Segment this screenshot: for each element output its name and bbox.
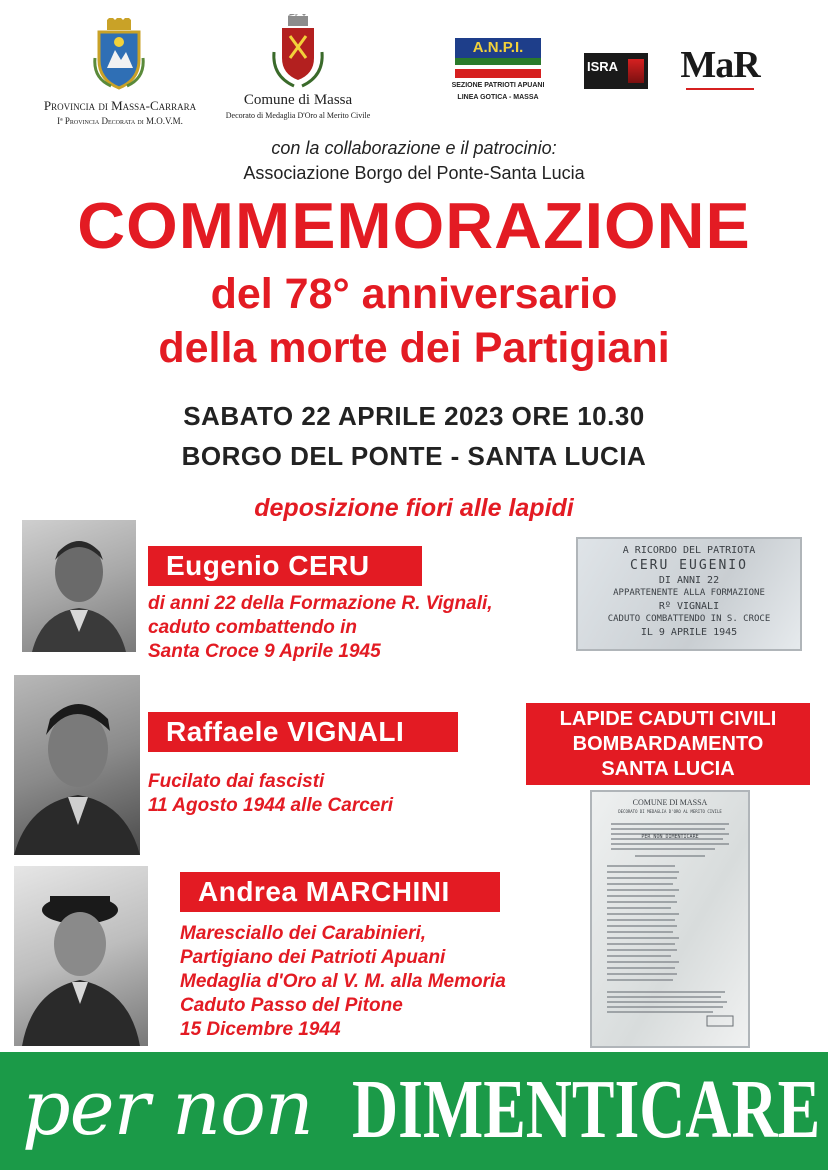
isra-accent-icon: [628, 59, 644, 83]
plaque-header: COMUNE DI MASSA: [632, 798, 708, 807]
desc-line: Medaglia d'Oro al V. M. alla Memoria: [180, 971, 506, 992]
portrait-icon: [14, 675, 140, 855]
plaque-line: CERU EUGENIO: [630, 558, 748, 573]
name-eugenio-ceru: Eugenio CERU: [148, 546, 422, 586]
logo-mar: [680, 44, 760, 98]
plaque-line: A RICORDO DEL PATRIOTA: [622, 545, 756, 556]
footer-banner: [0, 1052, 828, 1170]
provincia-crest-icon: [93, 18, 145, 90]
provincia-name: Provincia di Massa-Carrara: [43, 98, 197, 113]
desc-line: di anni 22 della Formazione R. Vignali,: [148, 593, 493, 614]
mar-mark: MaR: [680, 44, 760, 86]
civil-title-line: LAPIDE CADUTI CIVILI: [559, 708, 777, 730]
plaque-line: APPARTENENTE ALLA FORMAZIONE: [613, 588, 765, 598]
footer-script: per non: [22, 1063, 313, 1152]
desc-line: 11 Agosto 1944 alle Carceri: [148, 795, 394, 816]
plaque-eugenio-ceru: [576, 537, 802, 651]
plaque-line: DI ANNI 22: [658, 575, 720, 586]
plaque-line: CADUTO COMBATTENDO IN S. CROCE: [607, 614, 771, 624]
civil-plaque-title-box: [526, 703, 810, 785]
name-andrea-marchini: Andrea MARCHINI: [180, 872, 500, 912]
comune-name: Comune di Massa: [243, 92, 353, 108]
name-raffaele-vignali: Raffaele VIGNALI: [148, 712, 458, 752]
comune-decoration: Decorato di Medaglia D'Oro al Merito Civile: [225, 111, 371, 120]
title-partisans: della morte dei Partigiani: [158, 324, 670, 372]
portrait-icon: [14, 866, 148, 1046]
isra-mark: ISRA: [587, 59, 619, 74]
desc-raffaele-vignali: [148, 770, 508, 818]
desc-line: Caduto Passo del Pitone: [180, 995, 403, 1016]
logo-anpi: [451, 38, 545, 108]
desc-andrea-marchini: [180, 922, 580, 1042]
logo-isra: [584, 53, 648, 89]
photo-andrea-marchini: [14, 866, 148, 1046]
collaboration-association: Associazione Borgo del Ponte-Santa Lucia: [243, 163, 585, 183]
desc-line: 15 Dicembre 1944: [180, 1019, 341, 1040]
desc-line: Partigiano dei Patrioti Apuani: [180, 947, 446, 968]
mar-underline: [686, 88, 754, 90]
photo-eugenio-ceru: [22, 520, 136, 652]
plaque-engraving-icon: [595, 818, 745, 1028]
plaque-caduti-civili: [590, 790, 750, 1048]
footer-caps: DIMENTICARE: [352, 1063, 821, 1156]
plaque-line: IL 9 APRILE 1945: [640, 627, 738, 638]
desc-eugenio-ceru: [148, 592, 568, 664]
portrait-icon: [22, 520, 136, 652]
title-anniversary: del 78° anniversario: [210, 270, 618, 318]
anpi-mark: A.N.P.I.: [472, 39, 524, 56]
provincia-decoration: Iª Provincia Decorata di M.O.V.M.: [57, 116, 183, 126]
collaboration-intro: con la collaborazione e il patrocinio:: [271, 138, 557, 158]
event-place: BORGO DEL PONTE - SANTA LUCIA: [181, 441, 647, 471]
desc-line: Santa Croce 9 Aprile 1945: [148, 641, 381, 662]
logo-comune: [218, 14, 378, 124]
civil-title-line: SANTA LUCIA: [601, 758, 735, 780]
comune-crest-icon: [270, 14, 326, 90]
desc-line: Maresciallo dei Carabinieri,: [180, 923, 427, 944]
event-action: deposizione fiori alle lapidi: [254, 494, 574, 522]
desc-line: caduto combattendo in: [148, 617, 357, 638]
civil-title-line: BOMBARDAMENTO: [572, 733, 764, 755]
anpi-section: SEZIONE PATRIOTI APUANI: [451, 82, 545, 89]
anpi-line: LINEA GOTICA - MASSA: [457, 94, 539, 101]
desc-line: Fucilato dai fascisti: [148, 771, 325, 792]
title-main: COMMEMORAZIONE: [77, 189, 751, 262]
plaque-subheader: DECORATO DI MEDAGLIA D'ORO AL MERITO CIVILE: [618, 809, 722, 814]
event-datetime: SABATO 22 APRILE 2023 ORE 10.30: [183, 401, 645, 431]
photo-raffaele-vignali: [14, 675, 140, 855]
logo-provincia: [30, 18, 210, 133]
plaque-closing: PER NON DIMENTICARE: [641, 834, 699, 840]
plaque-line: Rº VIGNALI: [658, 601, 720, 612]
